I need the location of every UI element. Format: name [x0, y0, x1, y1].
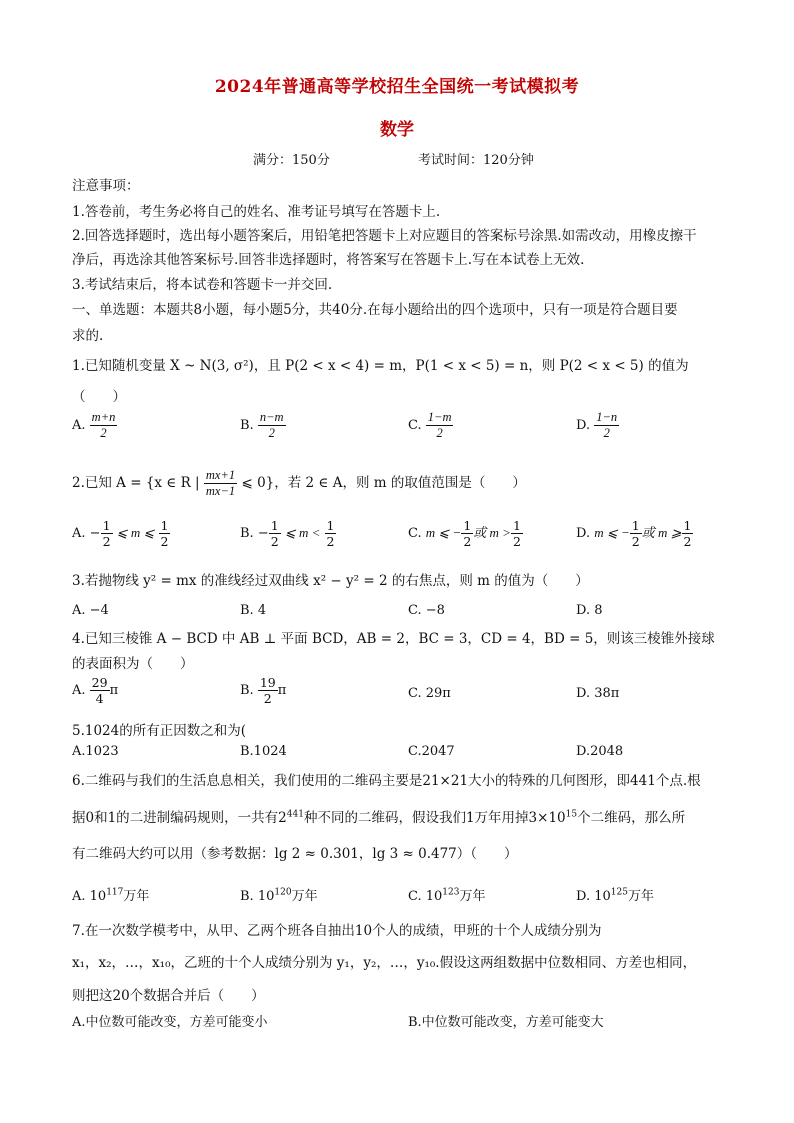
q7-line-1: 7.在一次数学模考中，从甲、乙两个班各自抽出10个人的成绩，甲班的十个人成绩分别为 [72, 923, 602, 939]
q1-option-a [72, 410, 117, 441]
q3-option-a: A. −4 [72, 603, 109, 618]
q6-line-2: 据0和1的二进制编码规则，一共有$2^{441}$种不同的二维码，假设我们1万年用掉$3\times 10^{15}$个二维码，那么所 [72, 809, 686, 826]
note-2a: 2.回答选择题时，选出每小题答案后，用铅笔把答题卡上对应题目的答案标号涂黑.如需改动，用橡皮擦干 [72, 228, 697, 244]
q2-option-d: D. m ⩽ − $\frac{1}{2}$ 或 m ⩾ $\frac{1}{2}$ [576, 518, 692, 549]
exam-time: 考试时间：120分钟 [418, 153, 534, 168]
q6-option-a: A. $10^{117}$万年 [72, 887, 150, 904]
note-1: 1.答卷前，考生务必将自己的姓名、准考证号填写在答题卡上. [72, 204, 441, 220]
q1-option-b [240, 410, 286, 441]
q7-option-b: B.中位数可能改变，方差可能变大 [408, 1015, 604, 1030]
q4-option-c: C. 29π [408, 686, 451, 701]
q5-stem: 5.1024的所有正因数之和为( [72, 723, 247, 739]
fraction: $\frac{1-m}{2}$ [427, 410, 452, 440]
q4-option-d: D. 38π [576, 686, 620, 701]
q5-option-d: D.2048 [576, 744, 624, 759]
q2-stem: 2.已知 A = {x ∈ R | $\frac{mx+1}{mx-1}$ ⩽ 0}，若 2 ∈ A，则 m 的取值范围是（ ） [72, 468, 526, 498]
q5-option-a: A.1023 [72, 744, 119, 759]
q5-option-b: B.1024 [240, 744, 287, 759]
fraction: $\frac{m+n}{2}$ [91, 410, 116, 440]
q7-option-a: A.中位数可能改变，方差可能变小 [72, 1015, 268, 1030]
q1-stem: 1.已知随机变量 X ~ N(3, σ²)，且 P(2 < x < 4) = m，P(1 < x < 5) = n，则 P(2 < x < 5) 的值为 [72, 358, 689, 374]
full-score: 满分：150分 [253, 153, 330, 168]
option-label: B. [240, 418, 254, 433]
note-3: 3.考试结束后，将本试卷和答题卡一并交回. [72, 277, 333, 293]
q4-option-a: A. $\frac{29}{4}$ π [72, 675, 119, 706]
q2-option-a: A. − $\frac{1}{2}$ ⩽ m ⩽ $\frac{1}{2}$ [72, 518, 169, 549]
fraction: $\frac{mx+1}{mx-1}$ [205, 468, 236, 498]
section-heading-a: 一、单选题：本题共8小题，每小题5分，共40分.在每小题给出的四个选项中，只有一项是符合题目要 [72, 302, 678, 318]
q7-line-2: x₁，x₂，…，x₁₀，乙班的十个人成绩分别为 y₁，y₂，…，y₁₀.假设这两组数据中位数相同、方差也相同， [72, 955, 697, 971]
q3-option-b: B. 4 [240, 603, 267, 618]
q6-option-d: D. $10^{125}$万年 [576, 887, 654, 904]
exam-title: 2024年普通高等学校招生全国统一考试模拟考 [214, 77, 580, 97]
q6-option-c: C. $10^{123}$万年 [408, 887, 486, 904]
q4-stem-a: 4.已知三棱锥 A − BCD 中 AB ⊥ 平面 BCD，AB = 2，BC = 3，CD = 4，BD = 5，则该三棱锥外接球 [72, 631, 715, 647]
note-2b: 净后，再选涂其他答案标号.回答非选择题时，将答案写在答题卡上.写在本试卷上无效. [72, 252, 585, 268]
fraction: $\frac{n-m}{2}$ [259, 410, 284, 440]
option-label: D. [576, 418, 591, 433]
q1-option-d [576, 410, 619, 441]
q6-line-3: 有二维码大约可以用（参考数据：lg 2 ≈ 0.301，lg 3 ≈ 0.477）（ ） [72, 846, 518, 862]
q1-blank: （ ） [72, 389, 126, 405]
section-heading-b: 求的. [72, 328, 104, 344]
q3-stem: 3.若抛物线 y² = mx 的准线经过双曲线 x² − y² = 2 的右焦点，则 m 的值为（ ） [72, 573, 589, 589]
q6-line-1: 6.二维码与我们的生活息息相关，我们使用的二维码主要是21×21大小的特殊的几何图形，即441个点.根 [72, 773, 701, 789]
notes-heading: 注意事项： [72, 178, 140, 194]
q5-option-c: C.2047 [408, 744, 455, 759]
q4-option-b: B. $\frac{19}{2}$ π [240, 675, 287, 706]
fraction: $\frac{1-n}{2}$ [596, 410, 618, 440]
option-label: C. [408, 418, 422, 433]
q4-stem-b: 的表面积为（ ） [72, 656, 194, 672]
q6-option-b: B. $10^{120}$万年 [240, 887, 318, 904]
q2-option-c: C. m ⩽ − $\frac{1}{2}$ 或 m > $\frac{1}{2}$ [408, 518, 521, 549]
q7-line-3: 则把这20个数据合并后（ ） [72, 988, 265, 1004]
option-label: A. [72, 418, 86, 433]
q3-option-d: D. 8 [576, 603, 603, 618]
exam-subject: 数学 [380, 120, 414, 140]
q3-option-c: C. −8 [408, 603, 445, 618]
q1-option-c [408, 410, 453, 441]
q2-option-b: B. − $\frac{1}{2}$ ⩽ m < $\frac{1}{2}$ [240, 518, 335, 549]
